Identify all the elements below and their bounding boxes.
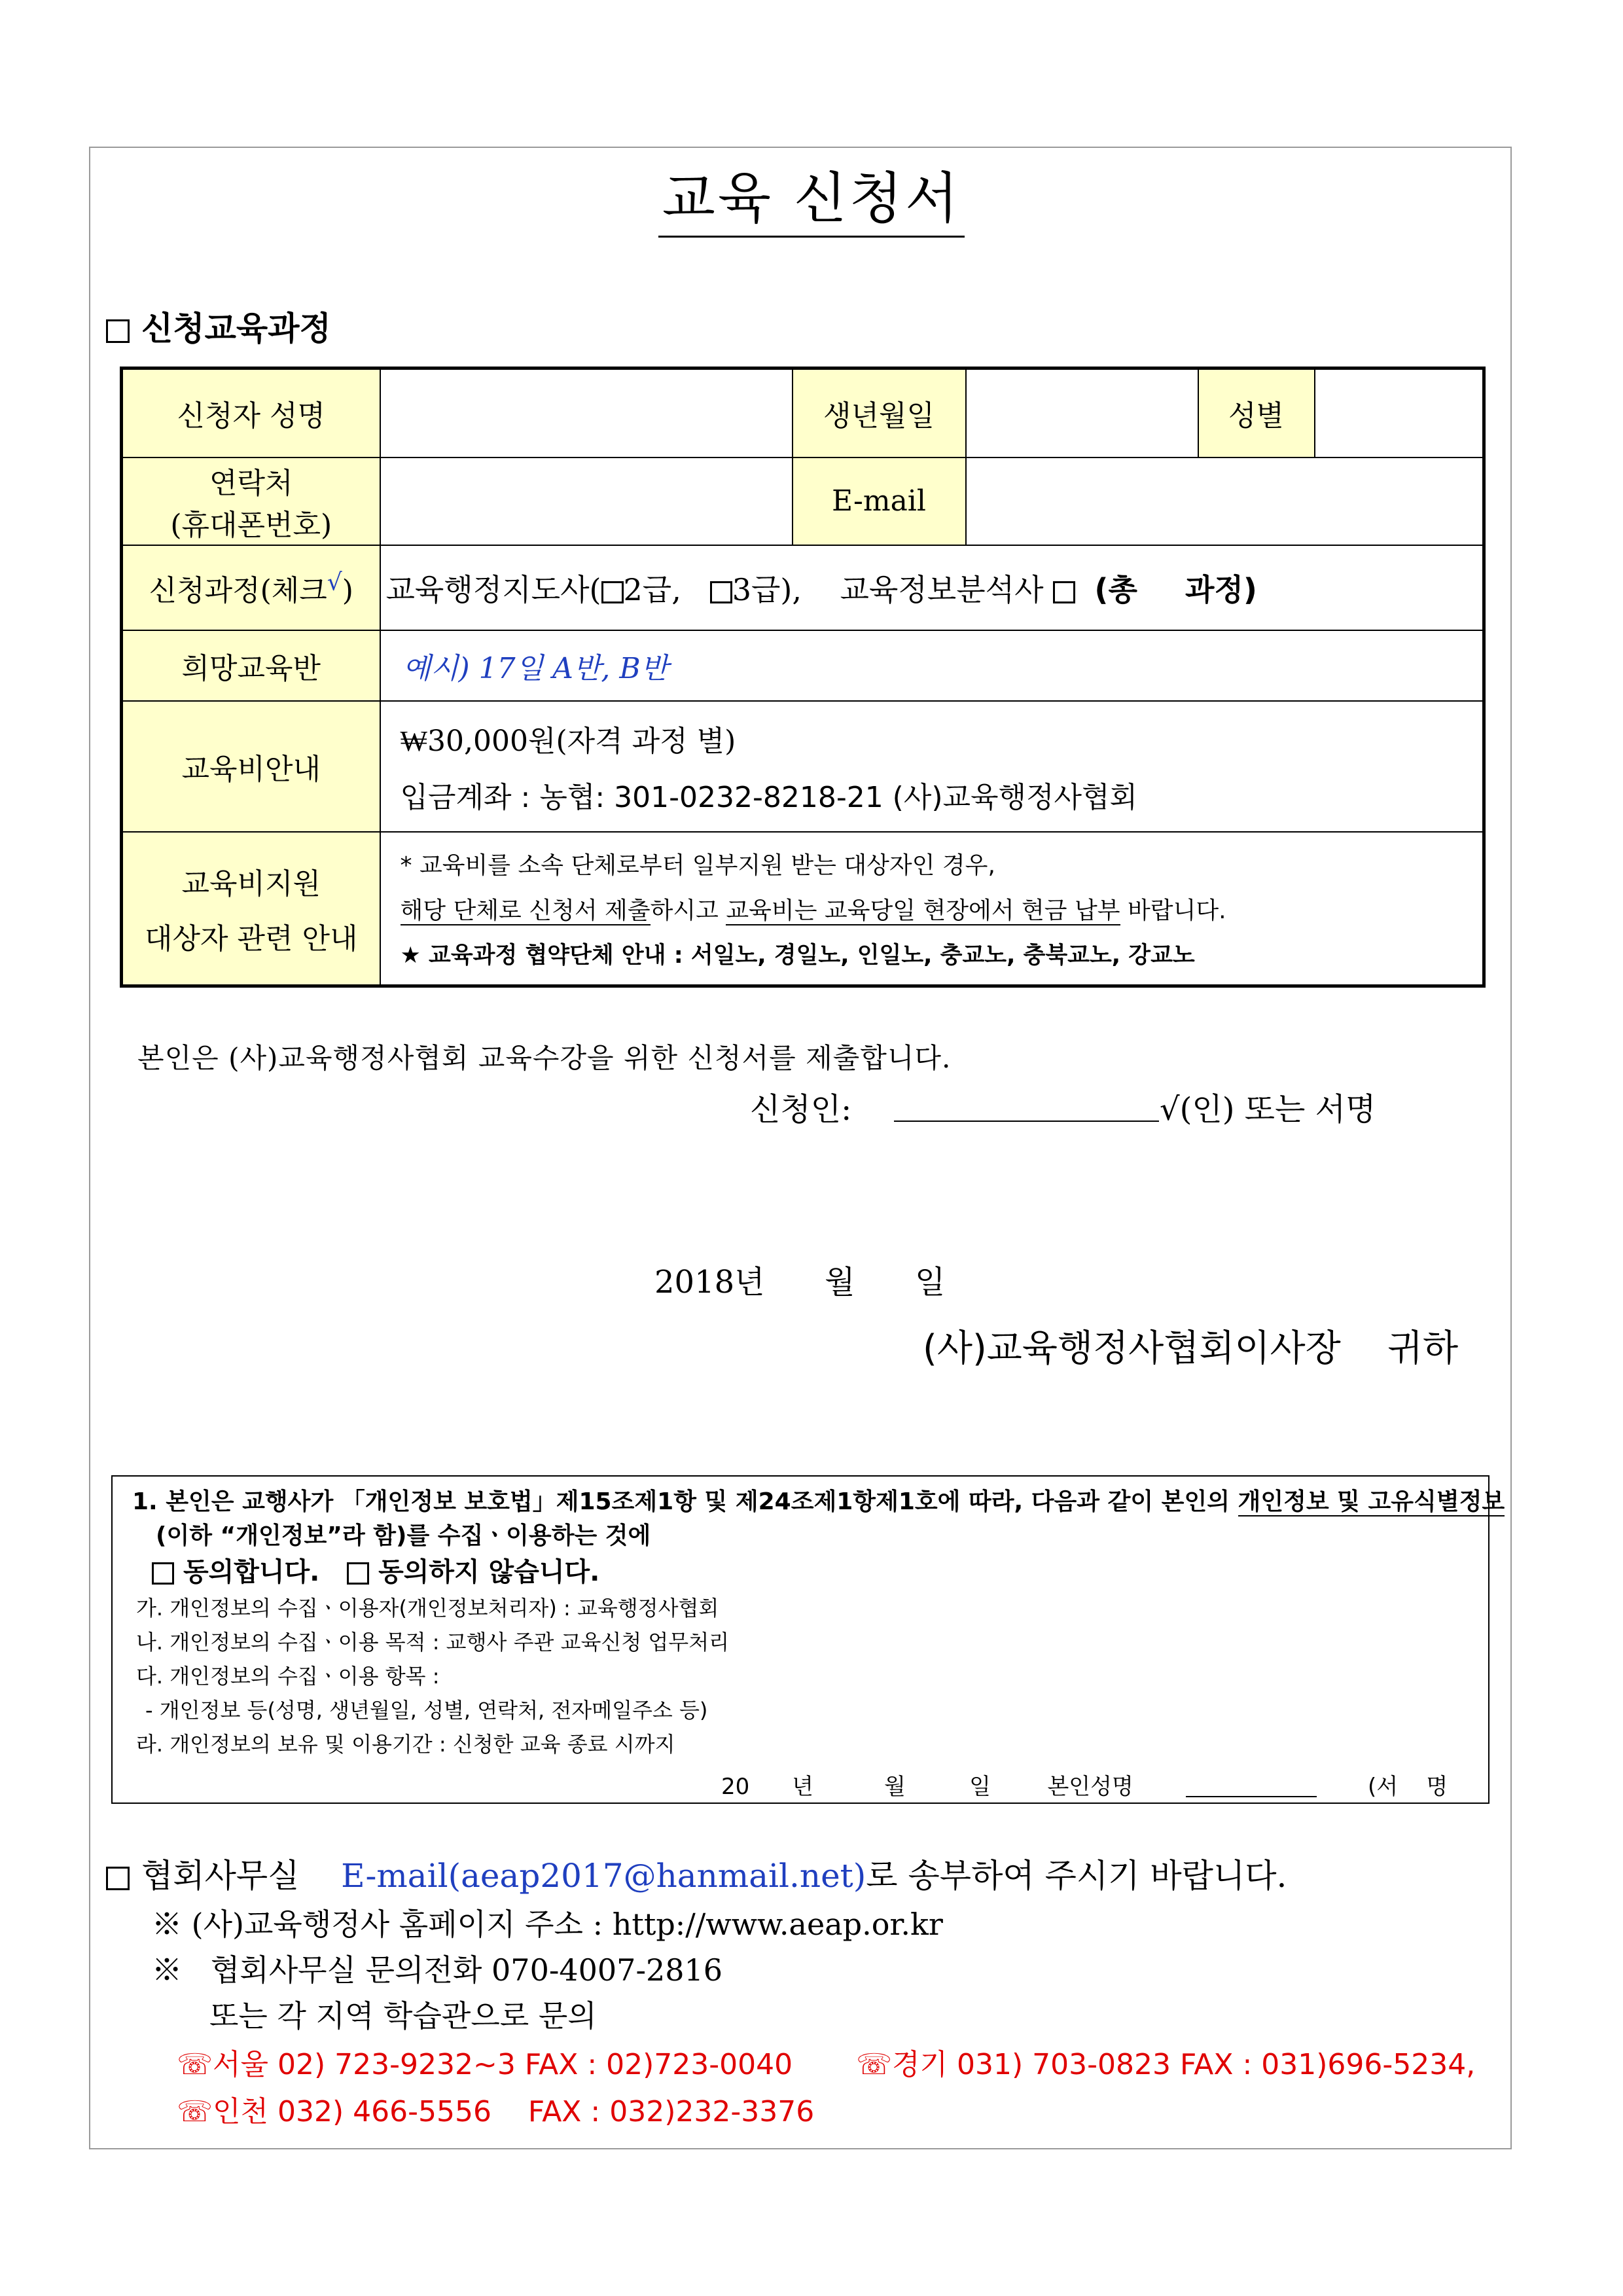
consent-item: - 개인정보 등(성명, 생년월일, 성별, 연락처, 전자메일주소 등) xyxy=(145,1698,708,1723)
fee-info: ₩30,000원(자격 과정 별) 입금계좌 : 농협: 301-0232-8218-21 (사)교육행정사협회 xyxy=(380,701,1484,832)
course-label: 신청과정(체크√) xyxy=(122,545,380,630)
support-label: 교육비지원 대상자 관련 안내 xyxy=(122,832,380,986)
date-line: 2018년 월 일 xyxy=(654,1264,946,1300)
consent-box xyxy=(111,1475,1505,1804)
birth-label: 생년월일 xyxy=(793,368,966,457)
applicant-name-label: 신청자 성명 xyxy=(122,368,380,457)
grade3-checkbox[interactable] xyxy=(710,581,732,603)
analyst-checkbox[interactable] xyxy=(1053,581,1075,603)
checkbox-icon xyxy=(106,319,130,343)
gender-field[interactable] xyxy=(1315,368,1484,457)
consent-item: 다. 개인정보의 수집ㆍ이용 항목 : xyxy=(136,1664,440,1689)
consent-item: 라. 개인정보의 보유 및 이용기간 : 신청한 교육 종료 시까지 xyxy=(136,1732,675,1757)
section-course-heading: 신청교육과정 xyxy=(106,302,331,350)
office-line: 협회사무실 E-mail(aeap2017@hanmail.net)로 송부하여 주시기 바랍니다. xyxy=(106,1850,1287,1897)
contact-label: 연락처 (휴대폰번호) xyxy=(122,457,380,545)
agree-checkbox[interactable] xyxy=(152,1562,174,1585)
check-mark-icon: √ xyxy=(1160,1091,1180,1128)
contact-field[interactable] xyxy=(380,457,793,545)
phone-line: ※ 협회사무실 문의전화 070-4007-2816 xyxy=(152,1952,723,1988)
consent-line2: (이하 “개인정보”라 함)를 수집ㆍ이용하는 것에 xyxy=(156,1522,651,1549)
course-options: 교육행정지도사( 2급, 3급), 교육정보분석사 (총 과정) xyxy=(380,545,1484,630)
birth-field[interactable] xyxy=(966,368,1198,457)
support-info: * 교육비를 소속 단체로부터 일부지원 받는 대상자인 경우, 해당 단체로 신청서 제출하시고 교육비는 교육당일 현장에서 현금 납부 바랍니다. ★ 교육과정 협약단체 안내 : 서일노, 경일노, 인일노, 충교노, 충북교노, 강교노 xyxy=(380,832,1484,986)
gender-label: 성별 xyxy=(1198,368,1315,457)
homepage-line: ※ (사)교육행정사 홈페이지 주소 : http://www.aeap.or.kr xyxy=(152,1907,943,1942)
consent-sign-end: (서 명 xyxy=(1368,1774,1448,1800)
gyeonggi-contact: ☏경기 031) 703-0823 FAX : 031)696-5234, xyxy=(856,2048,1476,2081)
seal-area: √(인) 또는 서명 xyxy=(1160,1091,1376,1128)
class-label: 희망교육반 xyxy=(122,630,380,701)
seoul-contact: ☏서울 02) 723-9232~3 FAX : 02)723-0040 xyxy=(177,2048,793,2081)
recipient-line: (사)교육행정사협회이사장 귀하 xyxy=(923,1327,1459,1370)
application-form-table xyxy=(120,367,1486,988)
consent-choice: 동의합니다. 동의하지 않습니다. xyxy=(152,1551,599,1588)
consent-line1: 1. 본인은 교행사가 「개인정보 보호법」제15조제1항 및 제24조제1항제1호에 따라, 다음과 같이 본인의 개인정보 및 고유식별정보 xyxy=(132,1488,1505,1515)
office-email-link[interactable]: E-mail(aeap2017@hanmail.net) xyxy=(341,1857,866,1895)
regional-line: 또는 각 지역 학습관으로 문의 xyxy=(209,1998,597,2034)
incheon-contact: ☏인천 032) 466-5556 FAX : 032)232-3376 xyxy=(177,2095,815,2128)
checkbox-icon xyxy=(106,1867,130,1890)
grade2-checkbox[interactable] xyxy=(601,581,624,603)
class-field[interactable]: 예시) 17일 A반, B반 xyxy=(380,630,1484,701)
check-mark-icon: √ xyxy=(327,568,342,596)
document-title: 교육 신청서 xyxy=(0,154,1623,234)
consent-item: 가. 개인정보의 수집ㆍ이용자(개인정보처리자) : 교육행정사협회 xyxy=(136,1596,719,1621)
signature-line[interactable] xyxy=(894,1121,1159,1122)
declaration-text: 본인은 (사)교육행정사협회 교육수강을 위한 신청서를 제출합니다. xyxy=(137,1042,952,1074)
fee-label: 교육비안내 xyxy=(122,701,380,832)
applicant-name-field[interactable] xyxy=(380,368,793,457)
disagree-checkbox[interactable] xyxy=(347,1562,369,1585)
consent-sign-line: 20 년 월 일 본인성명 xyxy=(721,1774,1133,1800)
email-label: E-mail xyxy=(793,457,966,545)
consent-signature-line[interactable] xyxy=(1186,1796,1317,1797)
email-field[interactable] xyxy=(966,457,1484,545)
consent-item: 나. 개인정보의 수집ㆍ이용 목적 : 교행사 주관 교육신청 업무처리 xyxy=(136,1630,730,1655)
applicant-label: 신청인: xyxy=(750,1091,852,1128)
